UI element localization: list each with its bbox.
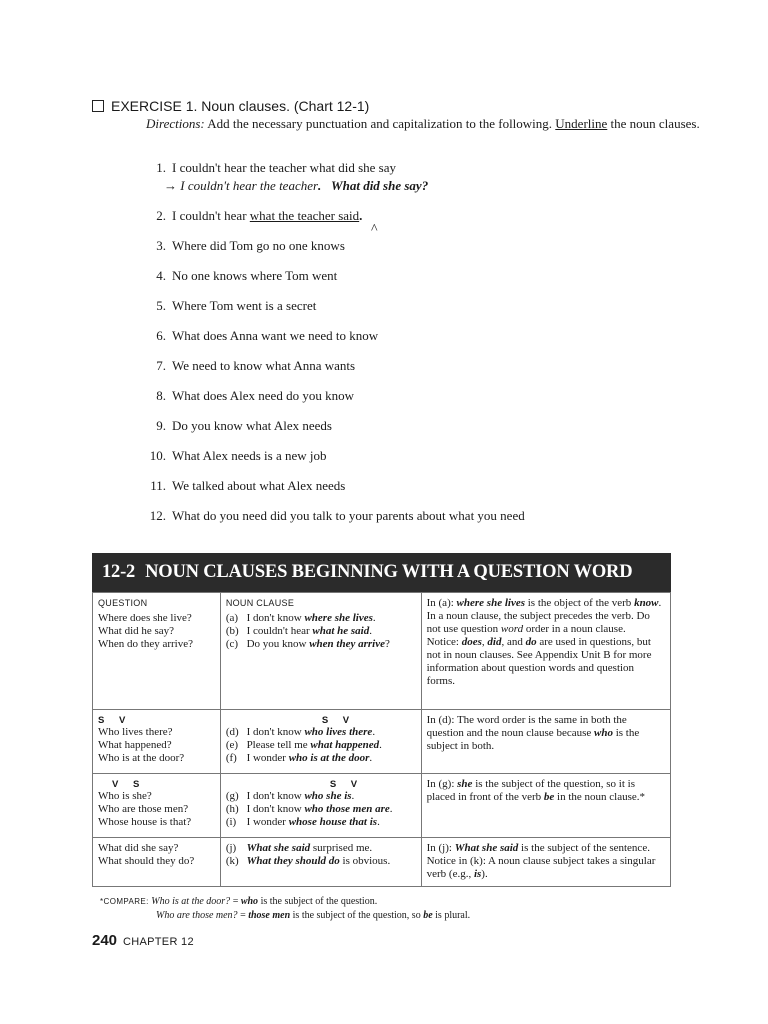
subject-verb-marker: S V xyxy=(321,715,356,726)
item-number: 8. xyxy=(156,388,166,403)
item-number: 1. xyxy=(156,160,166,175)
clause-end: . xyxy=(369,625,372,637)
item-number: 5. xyxy=(156,298,166,313)
clause-end: ? xyxy=(384,638,390,650)
question-header: QUESTION xyxy=(98,598,148,608)
item-number: 7. xyxy=(156,358,166,373)
caret-mark: ^ xyxy=(371,222,378,237)
explanation-d: In (d): The word order is the same in both the question and the noun clause because who is the subject in both. xyxy=(426,714,640,752)
question-line: What should they do? xyxy=(98,855,195,867)
clause-label: (a) xyxy=(225,612,239,624)
question-line: Where does she live? xyxy=(98,612,192,624)
exercise-item-6 xyxy=(142,328,378,344)
item-number: 2. xyxy=(156,208,166,223)
clause-line xyxy=(226,638,416,651)
explanation-cell xyxy=(421,593,670,710)
exercise-item-2 xyxy=(142,208,362,224)
arrow-icon: → xyxy=(164,178,177,193)
table-row xyxy=(93,774,671,838)
exercise-item-11 xyxy=(142,478,345,494)
item-text: Where Tom went is a secret xyxy=(172,298,317,313)
table-row xyxy=(93,710,671,774)
clause-bold: where she lives xyxy=(304,612,373,624)
item-number: 10. xyxy=(149,448,166,463)
exercise-item-3 xyxy=(142,238,345,254)
explanation-cell xyxy=(421,774,670,838)
question-line: When do they arrive? xyxy=(98,638,193,650)
exercise-item-10 xyxy=(142,448,327,464)
clause-text: I couldn't hear xyxy=(246,625,313,637)
noun-clause-header: NOUN CLAUSE xyxy=(225,598,295,608)
directions-text: Add the necessary punctuation and capitalization to the following. xyxy=(207,116,553,131)
directions xyxy=(146,116,706,132)
clause-line: (d) I don't know who lives there. xyxy=(225,726,376,738)
subject-verb-marker: S V xyxy=(329,779,364,790)
item-number: 6. xyxy=(156,328,166,343)
questions-cell xyxy=(93,774,221,838)
item-text: What do you need did you talk to your parents about what you need xyxy=(172,508,525,523)
explanation-j: In (j): What she said is the subject of the sentence. Notice in (k): A noun clause subject takes a singular verb (e.g., is). xyxy=(426,842,656,880)
clauses-cell xyxy=(220,710,421,774)
exercise-item-12 xyxy=(142,508,525,524)
exercise-item-9 xyxy=(142,418,332,434)
item-text: I couldn't hear the teacher what did she say xyxy=(172,160,396,175)
clause-line: (f) I wonder who is at the door. xyxy=(225,752,373,764)
question-line: What did she say? xyxy=(98,842,179,854)
exercise-item-8 xyxy=(142,388,354,404)
table-row xyxy=(93,838,671,887)
exercise-item-1 xyxy=(142,160,396,176)
clause-line: (h) I don't know who those men are. xyxy=(225,803,393,815)
item-text: No one knows where Tom went xyxy=(172,268,338,283)
item-number: 11. xyxy=(150,478,166,493)
clause-line: (g) I don't know who she is. xyxy=(225,790,355,802)
clauses-cell xyxy=(220,774,421,838)
footnote-line-2: Who are those men? = those men is the subject of the question, so be is plural. xyxy=(156,910,471,921)
questions-cell xyxy=(93,593,221,710)
chart-title-bar xyxy=(92,553,671,592)
chapter-label: CHAPTER 12 xyxy=(123,936,194,948)
answer-part-2: What did she say? xyxy=(331,178,429,193)
item-number: 3. xyxy=(156,238,166,253)
item-text: What Alex needs is a new job xyxy=(172,448,327,463)
item-text: Do you know what Alex needs xyxy=(172,418,332,433)
compare-label: *COMPARE: xyxy=(100,897,149,906)
footnote xyxy=(100,895,470,923)
verb-subject-marker: V S xyxy=(112,779,146,790)
added-period: . xyxy=(359,208,363,223)
question-line: Who is she? xyxy=(98,790,152,802)
exercise-header xyxy=(92,98,692,114)
answer-part-1: I couldn't hear the teacher xyxy=(180,178,319,193)
explanation-a: In (a): where she lives is the object of the verb know. In a noun clause, the subject precedes the verb. Do not use question word order in a noun clause. xyxy=(426,597,662,635)
exercise-checkbox[interactable] xyxy=(92,100,104,112)
clause-line: (k) What they should do is obvious. xyxy=(225,855,391,867)
clause-line xyxy=(226,612,416,625)
clause-text: I don't know xyxy=(246,612,305,624)
clause-line: (j) What she said surprised me. xyxy=(225,842,373,854)
clause-text: Do you know xyxy=(246,638,310,650)
directions-tail: the noun clauses. xyxy=(610,116,700,131)
exercise-item-5 xyxy=(142,298,316,314)
explanation-g: In (g): she is the subject of the question, so it is placed in front of the verb be in the noun clause.* xyxy=(426,778,646,803)
exercise-title: EXERCISE 1. Noun clauses. (Chart 12-1) xyxy=(111,98,370,114)
question-line: Whose house is that? xyxy=(98,816,192,828)
item-text: What does Alex need do you know xyxy=(172,388,354,403)
chart-12-2 xyxy=(92,553,671,887)
clause-line xyxy=(226,625,416,638)
explanation-cell xyxy=(421,710,670,774)
question-line: What happened? xyxy=(98,739,172,751)
item-number: 4. xyxy=(156,268,166,283)
question-line: Who lives there? xyxy=(98,726,173,738)
item-number: 12. xyxy=(149,508,166,523)
clause-end: . xyxy=(372,612,376,624)
question-line: What did he say? xyxy=(98,625,175,637)
clause-bold: what he said xyxy=(312,625,370,637)
item-text: We talked about what Alex needs xyxy=(172,478,346,493)
clauses-cell xyxy=(220,593,421,710)
questions-cell xyxy=(93,838,221,887)
table-row xyxy=(93,593,671,710)
footnote-line-1: *COMPARE: Who is at the door? = who is the subject of the question. xyxy=(100,896,378,907)
questions-cell xyxy=(93,710,221,774)
noun-clause-underline: what the teacher said xyxy=(249,208,360,223)
chart-title: NOUN CLAUSES BEGINNING WITH A QUESTION WORD xyxy=(145,562,633,582)
directions-label: Directions: xyxy=(146,116,205,131)
chart-table xyxy=(92,592,671,887)
page-footer xyxy=(92,932,194,949)
question-line: Who are those men? xyxy=(98,803,189,815)
exercise-section xyxy=(92,98,700,523)
exercise-item-4 xyxy=(142,268,337,284)
item-number: 9. xyxy=(156,418,166,433)
clauses-cell xyxy=(220,838,421,887)
item-text: We need to know what Anna wants xyxy=(172,358,356,373)
item-text: Where did Tom go no one knows xyxy=(172,238,345,253)
subject-verb-marker: S V xyxy=(98,715,132,726)
clause-line: (e) Please tell me what happened. xyxy=(225,739,382,751)
directions-underline: Underline xyxy=(555,116,608,131)
example-answer xyxy=(164,178,428,194)
item-text: What does Anna want we need to know xyxy=(172,328,379,343)
question-line: Who is at the door? xyxy=(98,752,185,764)
clause-label: (b) xyxy=(225,625,239,637)
clause-line: (i) I wonder whose house that is. xyxy=(225,816,380,828)
answer-period: . xyxy=(318,178,322,193)
item-text: I couldn't hear xyxy=(172,208,250,223)
page-number: 240 xyxy=(92,932,118,949)
clause-label: (c) xyxy=(225,638,239,650)
chart-number: 12-2 xyxy=(102,562,136,582)
explanation-cell xyxy=(421,838,670,887)
clause-bold: when they arrive xyxy=(309,638,385,650)
explanation-notice: Notice: does, did, and do are used in questions, but not in noun clauses. See Appendix Unit B for more information about question words and question forms. xyxy=(426,636,652,687)
exercise-item-7 xyxy=(142,358,355,374)
